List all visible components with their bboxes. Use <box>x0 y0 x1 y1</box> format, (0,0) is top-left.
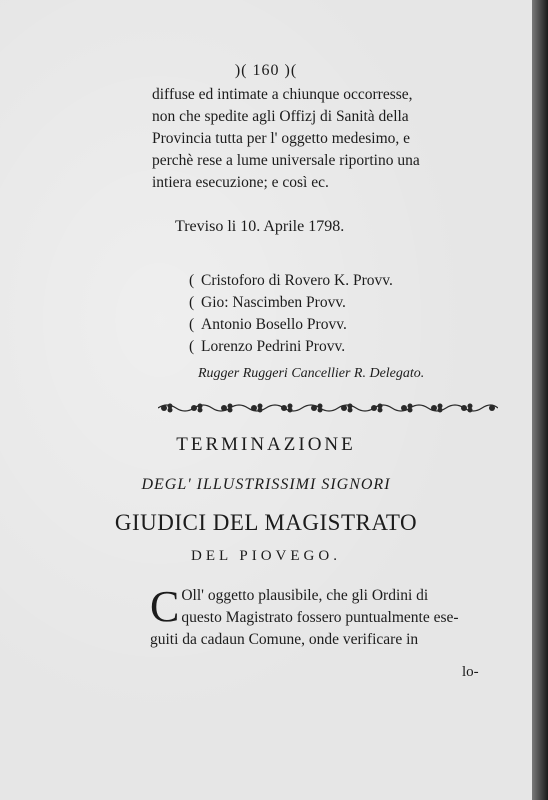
signatory-row <box>189 270 393 292</box>
brace-mark: ( <box>189 316 195 333</box>
page-edge-shadow <box>532 0 548 800</box>
catchword: lo- <box>462 664 479 680</box>
floral-ornament-divider <box>158 400 498 416</box>
signatory-name: Lorenzo Pedrini Provv. <box>201 338 346 355</box>
text-line: Oll' oggetto plausibile, che gli Ordini di <box>181 587 429 604</box>
text-line: non che spedite agli Offizj di Sanità della <box>152 108 409 125</box>
text-line: guiti da cadaun Comune, onde verificare in <box>150 631 419 648</box>
page-number-header: )( 160 )( <box>234 62 298 79</box>
text-line: questo Magistrato fossero puntualmente ese- <box>181 609 459 626</box>
signatory-name: Antonio Bosello Provv. <box>201 316 347 333</box>
text-line: intiera esecuzione; e così ec. <box>152 174 329 191</box>
brace-mark: ( <box>189 338 195 355</box>
brace-mark: ( <box>189 272 195 289</box>
subtitle-magistrates: GIUDICI DEL MAGISTRATO <box>114 510 418 535</box>
signatory-row <box>189 336 393 358</box>
signatory-row <box>189 292 393 314</box>
subtitle-piovego: DEL PIOVEGO. <box>191 548 341 564</box>
drop-cap-letter: C <box>150 582 180 631</box>
brace-mark: ( <box>189 294 195 311</box>
document-title: TERMINAZIONE <box>176 434 356 455</box>
signatory-name: Cristoforo di Rovero K. Provv. <box>201 272 393 289</box>
subtitle-illustrious: DEGL' ILLUSTRISSIMI SIGNORI <box>141 476 391 493</box>
signatory-row <box>189 314 393 336</box>
text-line: diffuse ed intimate a chiunque occorresse, <box>152 86 413 103</box>
signatories-list <box>189 270 393 358</box>
text-line: perchè rese a lume universale riportino una <box>152 152 420 169</box>
signatory-name: Gio: Nascimben Provv. <box>201 294 346 311</box>
continued-text-block <box>152 84 504 194</box>
opening-paragraph <box>150 582 502 651</box>
chancellor-signature: Rugger Ruggeri Cancellier R. Delegato. <box>198 366 425 381</box>
text-line: Provincia tutta per l' oggetto medesimo, e <box>152 130 411 147</box>
date-line: Treviso li 10. Aprile 1798. <box>175 218 345 235</box>
